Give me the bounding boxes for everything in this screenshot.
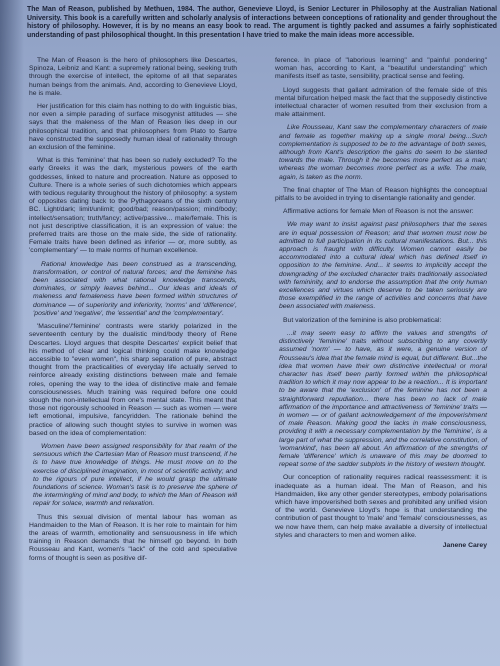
block-quote: Rational knowledge has been construed as a transcending, transformation, or control of natural forces; and the feminine has been associated with what rational knowledge transcends, dominates, or simply leaves behind... Our ideas and ideals of maleness and femaleness have been formed within structures of dominance — of superiority and inferiority, 'norms' and 'difference', 'positive' and 'negative', the 'essential' and the 'complementary'.	[33, 260, 237, 317]
body-paragraph: Affirmative actions for female Men of Reason is not the answer:	[283, 208, 474, 216]
left-column	[29, 57, 237, 568]
block-quote: ...it may seem easy to affirm the values and strengths of distinctively 'feminine' traits without subscribing to any covertly assumed 'norm' — to have, as it were, a genuine version of Rousseau's idea that the female mind is equal, but different. But...the idea that women have their own distinctive intellectual or moral character has itself been partly formed within the philosophical tradition to which it may now appear to be a reaction... It is important to be aware that the 'exclusion' of the feminine has not been a straightforward repudiation... there has been no lack of male affirmation of the importance and attractiveness of 'feminine' traits — in women — or of gallant acknowledgement of the impoverishment of male Reason. Making good the lacks in male consciousness, providing it with a necessary complementation by the 'feminine', is a large part of what the suppression, and the correlative constitution, of 'womankind', has been all about. An affirmation of the strengths of female 'difference' which is unaware of this may be doomed to repeat some of the sadder subplots in the history of western thought.	[279, 329, 487, 469]
body-paragraph: Thus this sexual division of mental labour has woman as Handmaiden to the Man of Reason. It is her role to maintain for him the areas of warmth, emotionality and sensuousness in life which training in Reason demands that he himself go beyond. In both Rousseau and Kant, women's "lack" of the cold and speculative forms of thought is seen as positive dif-	[29, 513, 237, 562]
body-paragraph: But valorization of the feminine is also problematical:	[283, 316, 442, 324]
body-paragraph: ference. In place of "laborious learning" and "painful pondering" woman has, according to Kant, a "beautiful understanding" which manifests itself as taste, sensibility, practical sense and feeling.	[275, 57, 487, 81]
intro-paragraph: The Man of Reason, published by Methuen, 1984. The author, Genevieve Lloyd, is Senior Lecturer in Philosophy at the Australian National University. This book is a carefully written and scholarly analysis of interactions between conceptions of rationality and gender throughout the history of philosophy. However, it is by no means an easy book to read. The argument is tightly packed and assumes a fairly sophisticated understanding of past philosophical thought. In this presentation I have tried to make the main ideas more accessible.	[27, 6, 497, 39]
body-paragraph: Our conception of rationality requires radical reassessment: it is inadequate as a human ideal. The Man of Reason, and his Handmaiden, like any other gender stereotypes, embody polarisations which have impoverished both sexes and prohibited any unified vision of the world. Genevieve Lloyd's hope is that understanding the contribution of past thought to 'male' and 'female' consciousnesses, as we now have them, can help make available a diversity of intellectual styles and characters to men and women alike.	[275, 474, 487, 539]
body-paragraph: The Man of Reason is the hero of philosophers like Descartes, Spinoza, Leibniz and Kant: a supremely rational being, seeking truth through the exercise of intellect, the epitome of all that separates human beings from the animals. And, according to Genevieve Lloyd, he is male.	[29, 57, 237, 97]
page-fold-shadow	[0, 0, 24, 666]
body-paragraph: Her justification for this claim has nothing to do with linguistic bias, nor even a simple parading of surface misogynist attitudes — she says that the maleness of the Man of Reason lies deep in our philosophical tradition, and that philosophers from Plato to Sartre have constructed the supposedly human ideal of rationality through an exclusion of the feminine.	[29, 103, 237, 152]
right-column	[275, 57, 487, 555]
block-quote: Like Rousseau, Kant saw the complementary characters of male and female as together making up a single moral being...Such complementation is supposed to be to the advantage of both sexes, although from Kant's description the gains do seem to be slanted towards the male. Through it he becomes more perfect as a man; whereas the woman becomes more perfect as a wife. The male, again, is taken as the norm.	[279, 124, 487, 181]
body-paragraph: The final chapter of The Man of Reason highlights the conceptual pitfalls to be avoided in trying to disentangle rationality and gender.	[275, 186, 487, 203]
block-quote: Women have been assigned responsibility for that realm of the sensuous which the Cartesian Man of Reason must transcend, if he is to have true knowledge of things. He must move on to the exercise of disciplined imagination, in most of scientific activity; and to the rigours of pure intellect, if he would grasp the ultimate foundations of science. Woman's task is to preserve the sphere of the intermingling of mind and body, to which the Man of Reason will repair for solace, warmth and relaxation.	[33, 442, 237, 508]
body-paragraph: 'Masculine'/'feminine' contrasts were starkly polarized in the seventeenth century by the dualistic mind/body theory of Rene Descartes. Lloyd argues that despite Descartes' explicit belief that his method of clear and logical thinking could make knowledge accessible to "even women", his sharp separation of pure, abstract thought from the practicalities of everyday life actually served to reinforce already existing distinctions between male and female roles, opening the way to the idea of distinctive male and female consciousnesses. Much training was required before one could slough the non-intellectual from one's mental state. This meant that those not rigorously schooled in Reason — such as women — were left emotional, impulsive, fancyridden. The rationale behind the practice of allowing such thought styles to survive in women was based on the idea of complementation:	[29, 323, 237, 437]
author-signature: Janene Carey	[442, 541, 487, 549]
body-paragraph: Lloyd suggests that gallant admiration of the female side of this mental bifurcation helped mask the fact that the supposedly distinctive intellectual character of women resulted from their exclusion from a male attainment.	[275, 86, 487, 119]
block-quote: We may want to insist against past philosophers that the sexes are in equal possession of Reason; and that women must now be admitted to full participation in its cultural manifestations. But... this approach is fraught with difficulty. Women cannot easily be accommodated into a cultural ideal which has defined itself in opposition to the feminine. And... it seems to implicitly accept the downgrading of the excluded character traits traditionally associated with femininity, and to endorse the assumption that the only human excellences and virtues which deserve to be taken seriously are those exemplified in the range of activities and concerns that have been associated with maleness.	[279, 221, 487, 311]
body-paragraph: What is this 'feminine' that has been so rudely excluded? To the early Greeks it was the dark, mysterious powers of the earth goddesses, linked to nature and procreation. Nature as opposed to Culture. There is a whole series of such dichotomies which appears with tedious regularity throughout the history of philosophy: a system of opposites dating back to the Pythagoreans of the sixth century BC. Light/dark; limit/unlimit; good/bad; reason/passion; mind/body; intellect/sensation; truth/fancy; active/passive... male/female. This is not just descriptive classification, it is an expression of value: the preferred traits are those on the male side, the side of rationality. Female traits have been defined as inferior — or, more subtly, as 'complementary' — to male norms of human excellence.	[29, 157, 237, 255]
